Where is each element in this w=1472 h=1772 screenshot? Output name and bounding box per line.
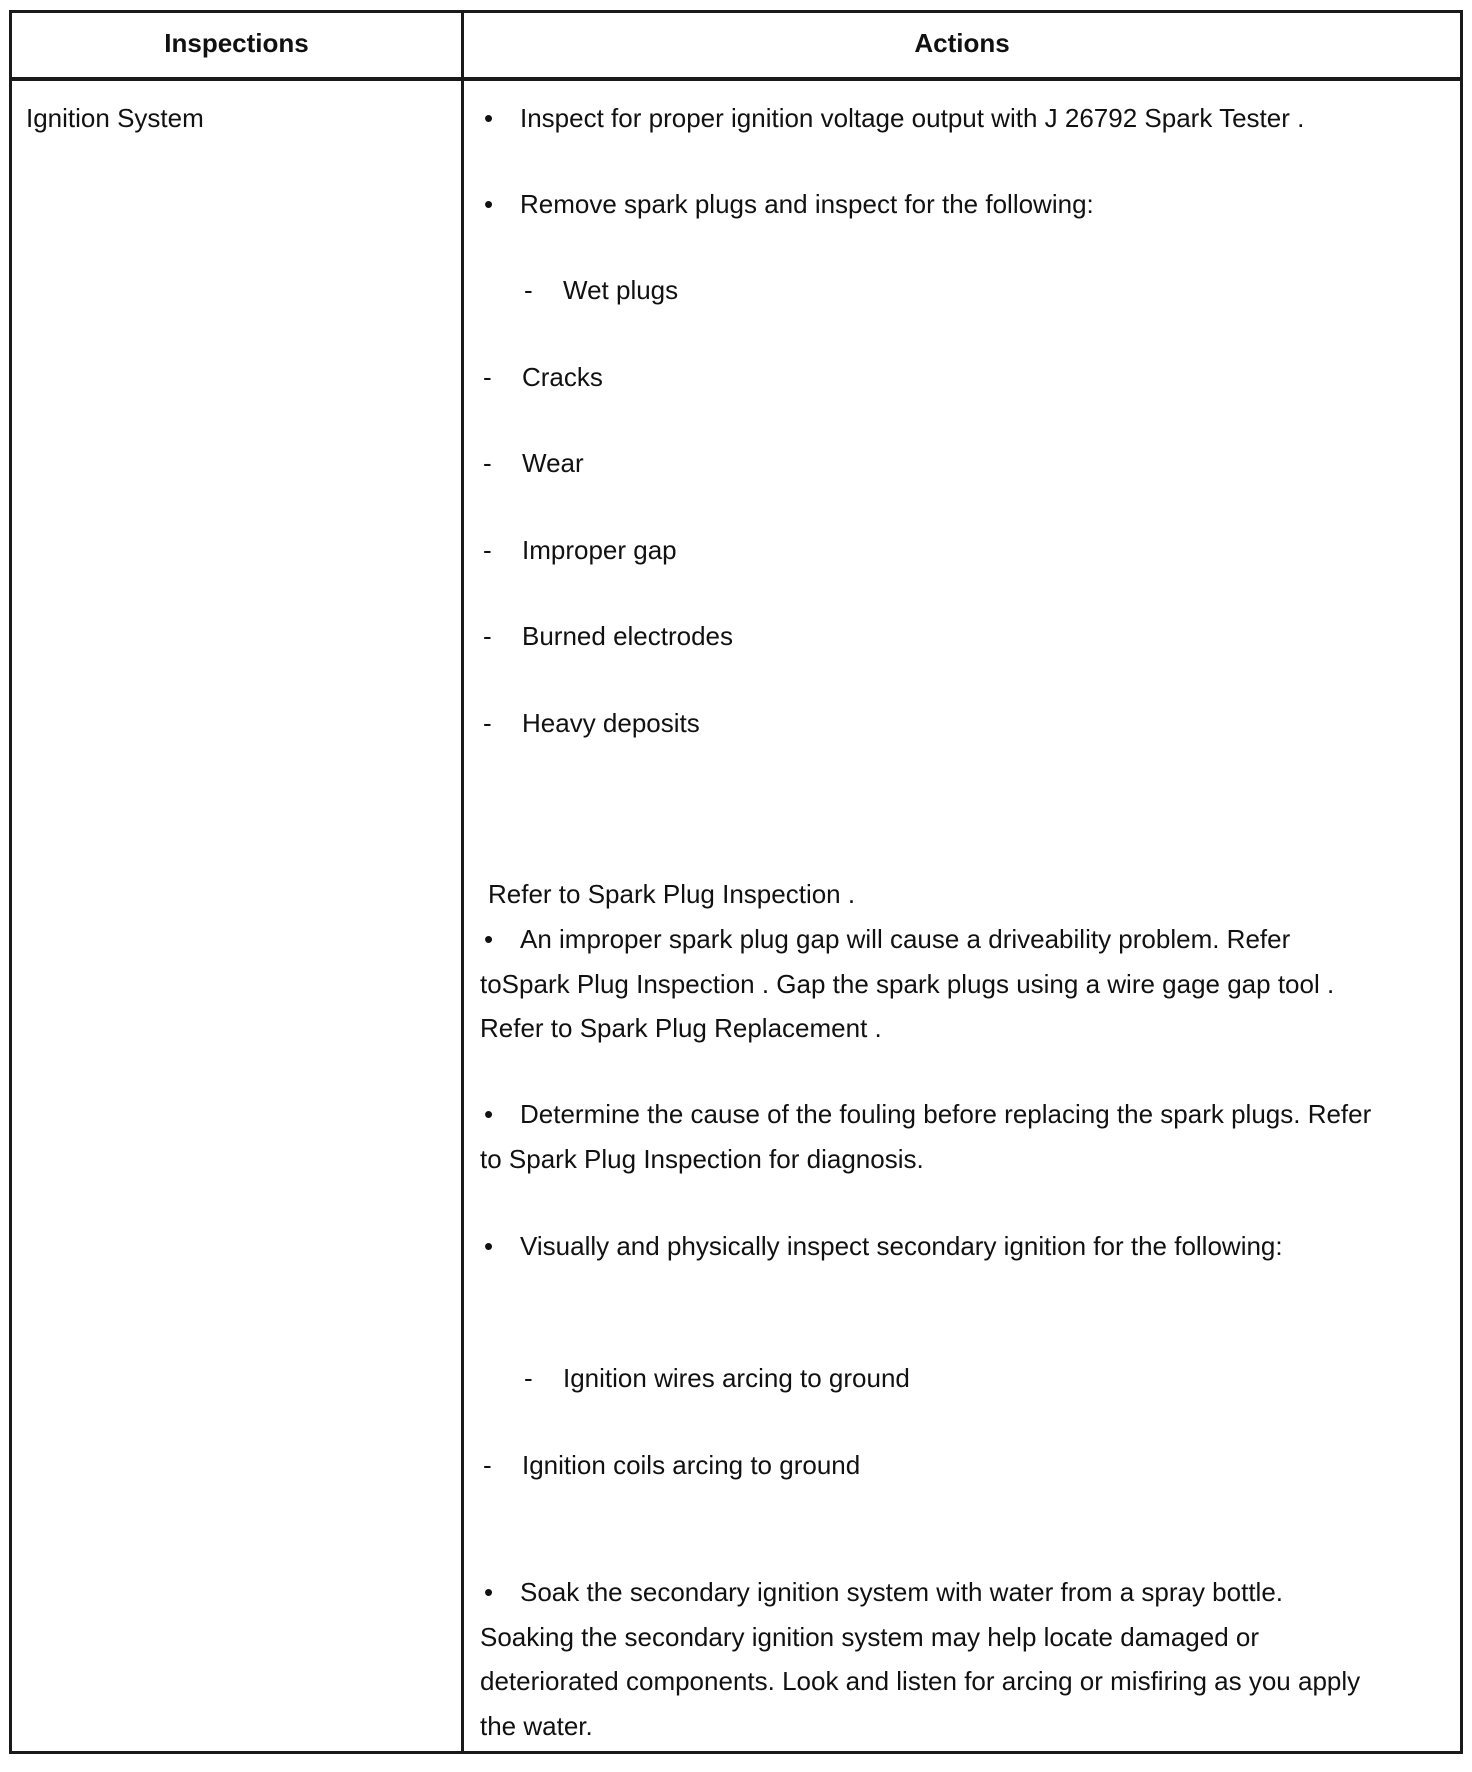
action-soak-note — [480, 1570, 1380, 1748]
dash: - — [483, 535, 492, 565]
header-inspections: Inspections — [164, 28, 309, 58]
action-text: An improper spark plug gap will cause a driveability problem. Refer toSpark Plug Inspection . Gap the spark plugs using a wire gage gap tool . Refer to Spark Plug Replacement . — [480, 924, 1335, 1043]
action-visual-inspect — [480, 1224, 1380, 1269]
plug-check-item: - Wet plugs — [524, 268, 678, 312]
dash: - — [483, 708, 492, 738]
plug-check-item: - Cracks — [483, 355, 603, 399]
header-divider — [9, 77, 1463, 81]
refer-spark-plug-inspection: Refer to Spark Plug Inspection . — [488, 879, 856, 909]
dash: - — [524, 275, 533, 305]
action-text: Visually and physically inspect secondary ignition for the following: — [520, 1231, 1283, 1261]
plug-check-item: - Heavy deposits — [483, 701, 700, 745]
dash: - — [483, 448, 492, 478]
action-text: Determine the cause of the fouling before replacing the spark plugs. Refer to Spark Plug Inspection for diagnosis. — [480, 1099, 1372, 1174]
dash: - — [483, 362, 492, 392]
bullet: • — [484, 189, 494, 219]
bullet: • — [484, 1577, 494, 1607]
header-actions: Actions — [914, 28, 1010, 58]
dash: - — [483, 621, 492, 651]
dash: - — [483, 1450, 492, 1480]
dash: - — [524, 1363, 533, 1393]
column-divider — [461, 10, 464, 1754]
bullet: • — [484, 924, 494, 954]
action-gap-note — [480, 917, 1380, 1051]
action-text: Remove spark plugs and inspect for the following: — [520, 189, 1094, 219]
action-remove-plugs — [480, 182, 1094, 226]
bullet: • — [484, 1099, 494, 1129]
bullet: • — [484, 103, 494, 133]
action-text: Inspect for proper ignition voltage output with J 26792 Spark Tester . — [520, 103, 1305, 133]
plug-check-item: - Wear — [483, 441, 584, 485]
plug-check-item: - Burned electrodes — [483, 614, 733, 658]
action-text: Soak the secondary ignition system with water from a spray bottle. Soaking the secondary ignition system may help locate damaged or deteriorated components. Look and listen for arcing or misfiring as you apply the water. — [480, 1577, 1361, 1741]
bullet: • — [484, 1231, 494, 1261]
action-fouling-note — [480, 1092, 1380, 1181]
arcing-check-item: - Ignition wires arcing to ground — [524, 1356, 910, 1400]
inspection-cell: Ignition System — [26, 103, 204, 133]
action-spark-tester — [480, 96, 1304, 140]
plug-check-item: - Improper gap — [483, 528, 677, 572]
arcing-check-item: - Ignition coils arcing to ground — [483, 1443, 860, 1487]
